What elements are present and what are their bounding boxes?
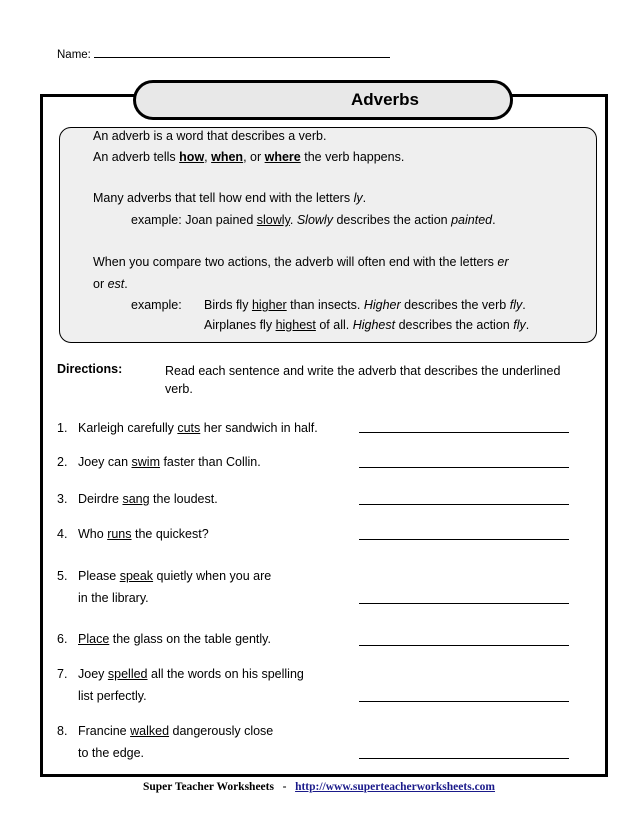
underlined-verb: speak (119, 569, 154, 583)
page-title: Adverbs (350, 90, 420, 109)
title-banner (133, 80, 513, 120)
keyword-when: when (211, 150, 244, 164)
underlined-verb: Place (78, 632, 110, 646)
answer-line-8[interactable] (359, 758, 569, 759)
answer-line-1[interactable] (359, 432, 569, 433)
question-4: 4. Who runs the quickest? (57, 527, 209, 541)
answer-line-6[interactable] (359, 645, 569, 646)
underlined-verb: spelled (107, 667, 148, 681)
example-2b: Airplanes fly highest of all. Highest describes the action fly. (204, 318, 530, 332)
answer-line-5[interactable] (359, 603, 569, 604)
answer-line-7[interactable] (359, 701, 569, 702)
underlined-verb: swim (131, 455, 160, 469)
question-8: 8. Francine walked dangerously close to the edge. (57, 724, 274, 760)
directions-text: Read each sentence and write the adverb that describes the underlined verb. (165, 364, 561, 396)
answer-line-4[interactable] (359, 539, 569, 540)
question-3: 3. Deirdre sang the loudest. (57, 492, 218, 506)
underlined-verb: sang (122, 492, 150, 506)
footer-site-name: Super Teacher Worksheets (142, 781, 274, 793)
example-1: example: Joan pained slowly. Slowly describes the action painted. (131, 213, 496, 227)
footer-url-link[interactable]: http://www.superteacherworksheets.com (295, 781, 496, 793)
answer-line-2[interactable] (359, 467, 569, 468)
info-line-4: When you compare two actions, the adverb will often end with the letters er (93, 255, 509, 269)
question-7: 7. Joey spelled all the words on his spelling list perfectly. (57, 667, 304, 703)
question-1: 1. Karleigh carefully cuts her sandwich in half. (57, 421, 318, 435)
underlined-verb: walked (130, 724, 170, 738)
footer: Super Teacher Worksheets - http://www.superteacherworksheets.com (142, 781, 496, 793)
directions-label: Directions: (57, 362, 123, 376)
keyword-where: where (264, 150, 301, 164)
underlined-verb: runs (107, 527, 132, 541)
info-line-5: or est. (93, 277, 128, 291)
underlined-verb: cuts (177, 421, 201, 435)
question-6: 6. Place the glass on the table gently. (57, 632, 271, 646)
example-2a: Birds fly higher than insects. Higher describes the verb fly. (204, 298, 526, 312)
info-line-3: Many adverbs that tell how end with the letters ly. (93, 191, 367, 205)
question-2: 2. Joey can swim faster than Collin. (57, 455, 261, 469)
info-line-1: An adverb is a word that describes a verb. (93, 129, 327, 143)
name-label: Name: (57, 49, 91, 61)
keyword-how: how (179, 150, 205, 164)
info-line-2: An adverb tells how, when, or where the verb happens. (93, 150, 405, 164)
name-line (57, 47, 390, 61)
answer-line-3[interactable] (359, 504, 569, 505)
question-5: 5. Please speak quietly when you are in the library. (57, 569, 272, 605)
example-2-label: example: (131, 298, 182, 312)
name-field[interactable] (94, 47, 390, 58)
